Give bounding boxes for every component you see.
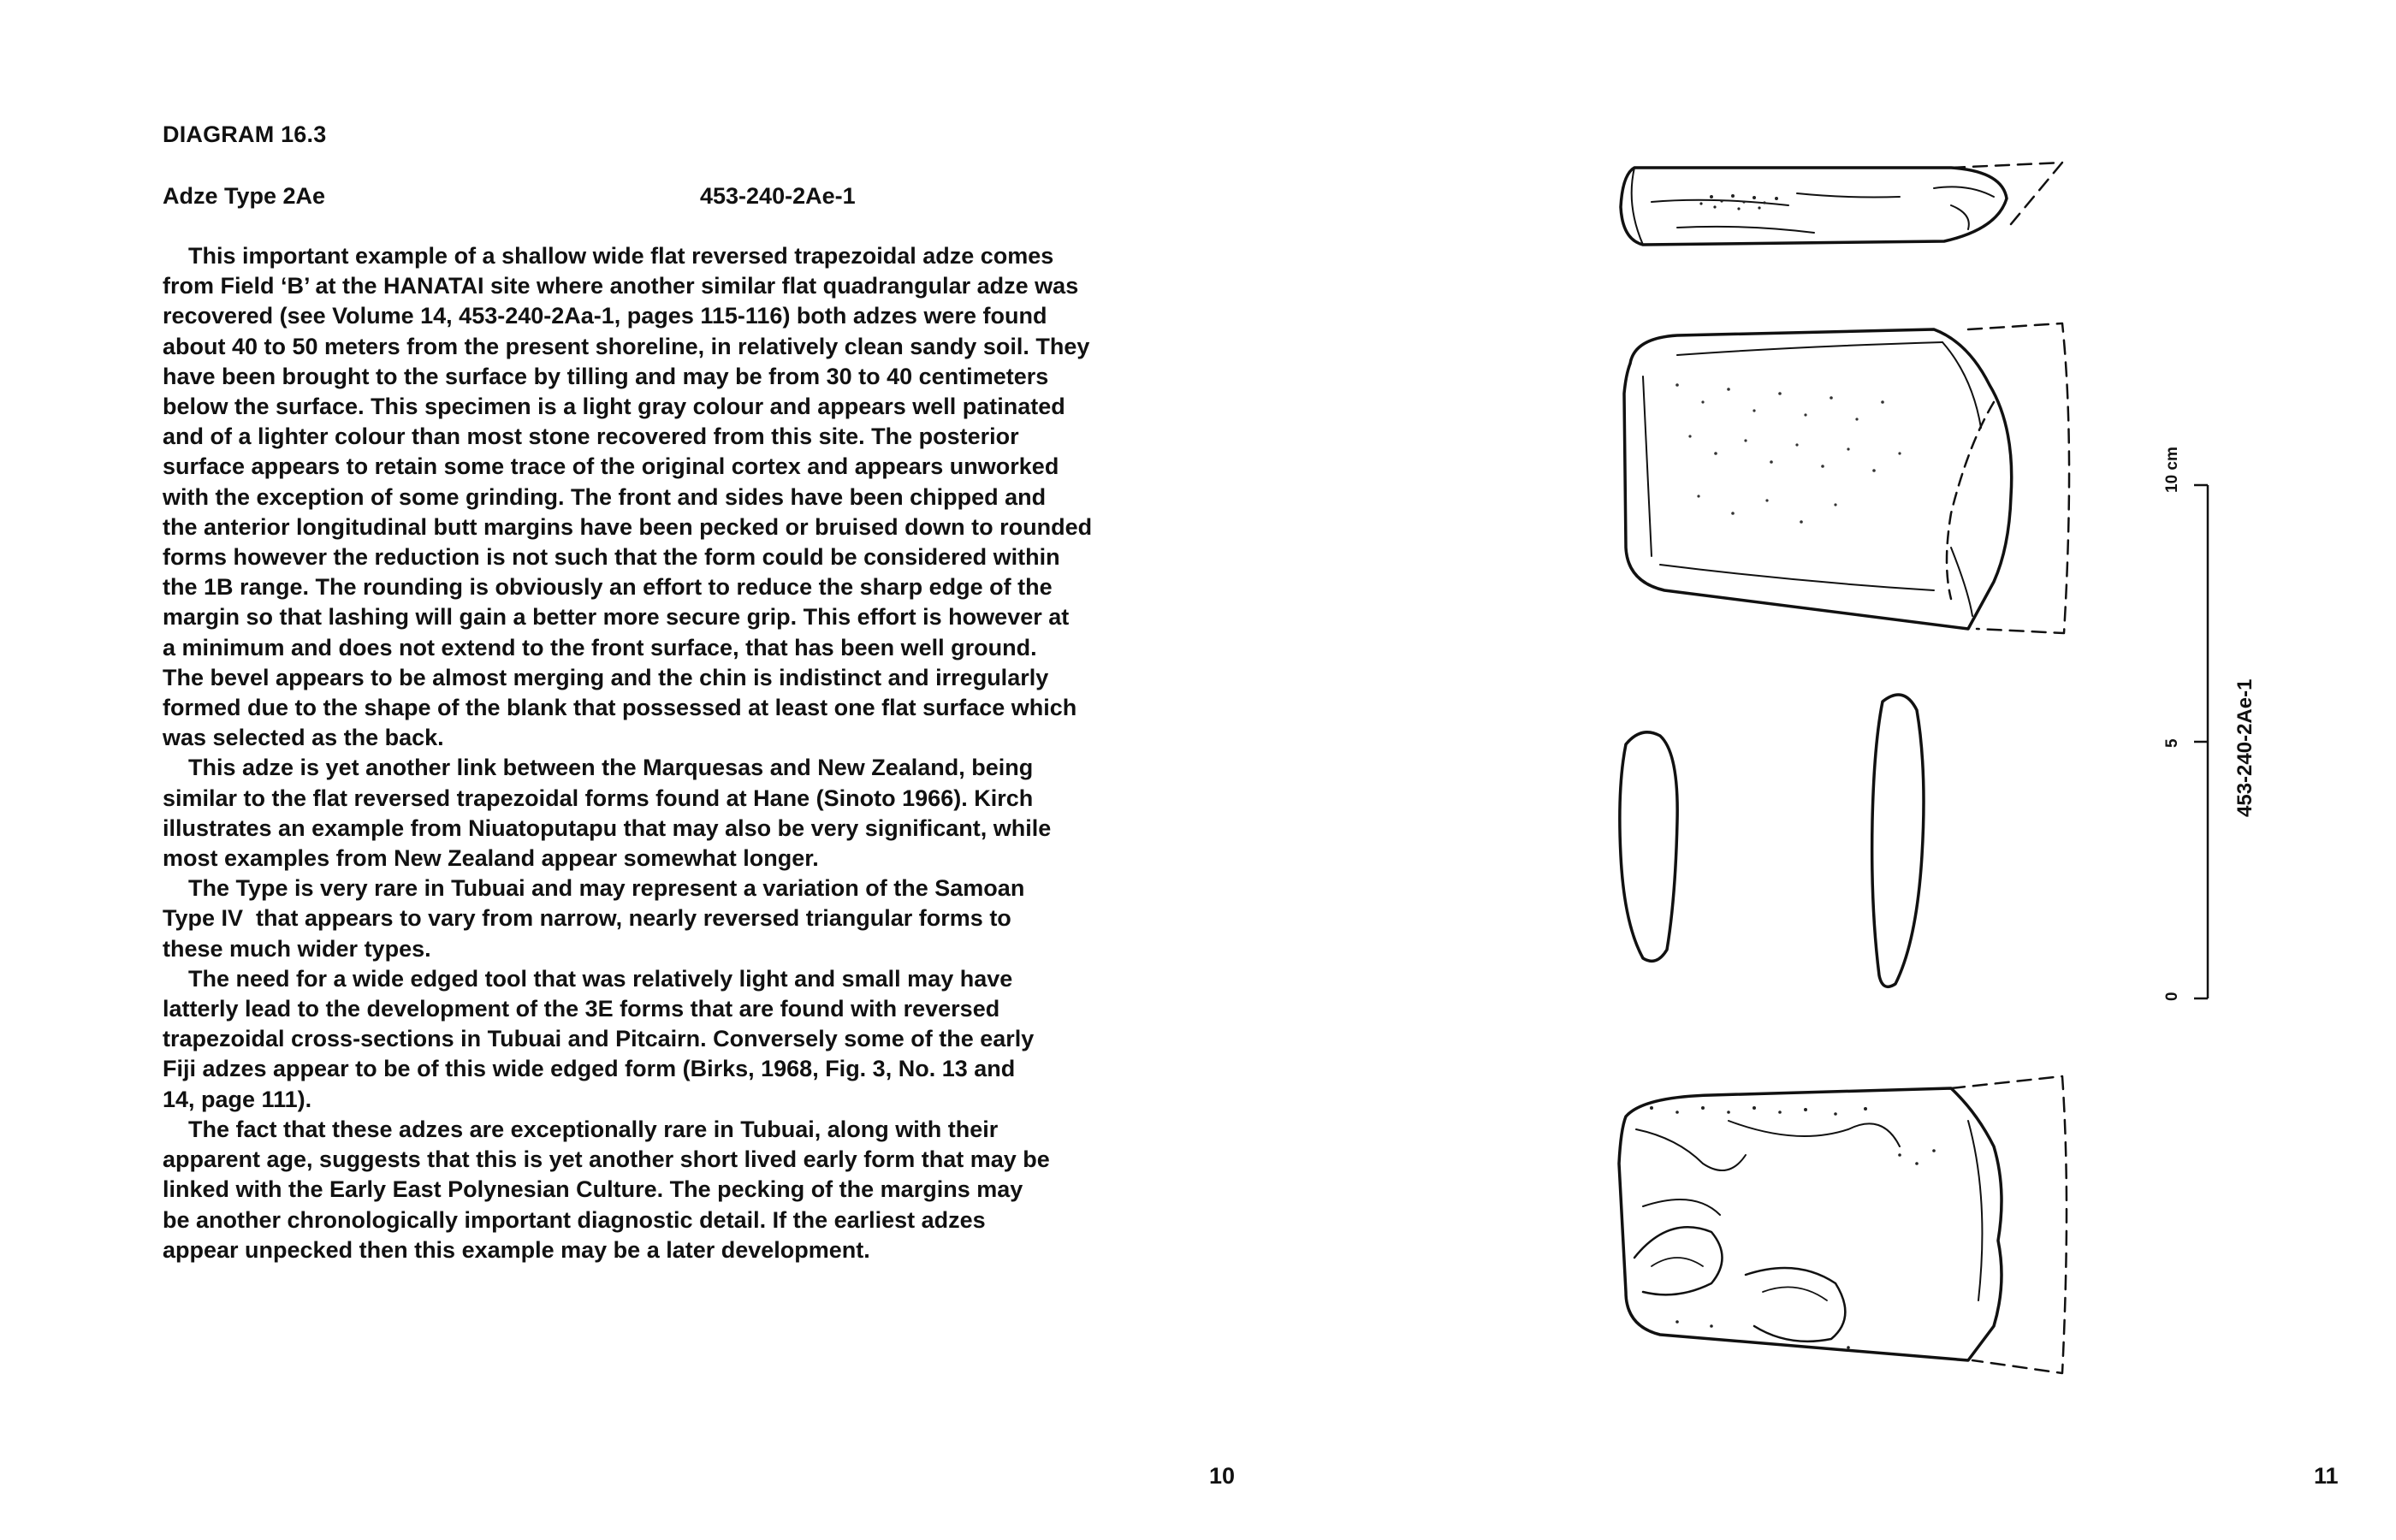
scale-label-10cm: 10 cm [2163, 447, 2181, 493]
adze-front-view-drawing [1624, 323, 2069, 633]
body-line: 14, page 111). [163, 1086, 312, 1112]
body-line: illustrates an example from Niuatoputapu that may also be very significant, while [163, 814, 1052, 841]
body-line: This important example of a shallow wide flat reversed trapezoidal adze comes [163, 243, 1054, 269]
body-line: and of a lighter colour than most stone recovered from this site. The posterior [163, 424, 1019, 450]
body-line: the 1B range. The rounding is obviously an effort to reduce the sharp edge of the [163, 574, 1053, 601]
body-line: This adze is yet another link between the Marquesas and New Zealand, being [163, 755, 1034, 781]
body-line: about 40 to 50 meters from the present shoreline, in relatively clean sandy soil. They [163, 333, 1090, 359]
page-number-left: 10 [1209, 1463, 1236, 1489]
body-line: similar to the flat reversed trapezoidal forms found at Hane (Sinoto 1966). Kirch [163, 785, 1034, 811]
body-line: with the exception of some grinding. The front and sides have been chipped and [163, 483, 1047, 510]
diagram-heading: DIAGRAM 16.3 [163, 121, 327, 147]
adze-back-view-drawing [1619, 1076, 2067, 1373]
body-line: The bevel appears to be almost merging and the chin is indistinct and irregularly [163, 664, 1049, 690]
body-line: below the surface. This specimen is a light gray colour and appears well patinated [163, 394, 1065, 420]
page-number-right: 11 [2314, 1463, 2339, 1489]
body-line: was selected as the back. [163, 725, 444, 751]
body-line: have been brought to the surface by tilling and may be from 30 to 40 centimeters [163, 363, 1049, 389]
body-line: trapezoidal cross-sections in Tubuai and Pitcairn. Conversely some of the early [163, 1026, 1035, 1052]
body-line: from Field ‘B’ at the HANATAI site where another similar flat quadrangular adze was [163, 273, 1079, 299]
body-line: formed due to the shape of the blank that possessed at least one flat surface which [163, 695, 1077, 721]
body-text [163, 241, 1207, 1265]
body-line: Type IV that appears to vary from narrow, nearly reversed triangular forms to [163, 905, 1011, 932]
stipple-texture [1675, 383, 1901, 524]
body-line: a minimum and does not extend to the front surface, that has been well ground. [163, 634, 1037, 660]
scale-bar [2194, 485, 2208, 998]
body-line: these much wider types. [163, 935, 431, 962]
body-line: the anterior longitudinal butt margins have been pecked or bruised down to rounded [163, 513, 1093, 540]
stipple-texture [1699, 194, 1778, 210]
body-line: The need for a wide edged tool that was relatively light and small may have [163, 965, 1013, 992]
specimen-side-label: 453-240-2Ae-1 [2233, 678, 2257, 817]
body-line: The fact that these adzes are exceptionally rare in Tubuai, along with their [163, 1116, 999, 1142]
body-line: Fiji adzes appear to be of this wide edged form (Birks, 1968, Fig. 3, No. 13 and [163, 1056, 1016, 1082]
adze-illustrations [1198, 0, 2396, 1540]
body-line: be another chronologically important diagnostic detail. If the earliest adzes [163, 1206, 986, 1233]
adze-type-label: Adze Type 2Ae [163, 183, 326, 209]
body-line: The Type is very rare in Tubuai and may represent a variation of the Samoan [163, 875, 1025, 902]
body-line: forms however the reduction is not such that the form could be considered within [163, 544, 1060, 571]
body-line: recovered (see Volume 14, 453-240-2Aa-1, pages 115-116) both adzes were found [163, 303, 1047, 329]
body-line: appear unpecked then this example may be a later development. [163, 1236, 870, 1263]
body-line: surface appears to retain some trace of the original cortex and appears unworked [163, 453, 1059, 480]
body-line: linked with the Early East Polynesian Culture. The pecking of the margins may [163, 1176, 1023, 1203]
adze-side-profile-drawing [1621, 163, 2062, 245]
scale-label-0: 0 [2163, 992, 2181, 1001]
body-line: most examples from New Zealand appear somewhat longer. [163, 845, 819, 872]
adze-cross-section-drawing [1620, 695, 1924, 986]
body-line: latterly lead to the development of the 3E forms that are found with reversed [163, 996, 1000, 1022]
body-line: apparent age, suggests that this is yet another short lived early form that may be [163, 1146, 1050, 1173]
body-line: margin so that lashing will gain a better more secure grip. This effort is however at [163, 604, 1070, 631]
scale-label-5: 5 [2163, 738, 2181, 748]
catalogue-number: 453-240-2Ae-1 [700, 183, 856, 209]
